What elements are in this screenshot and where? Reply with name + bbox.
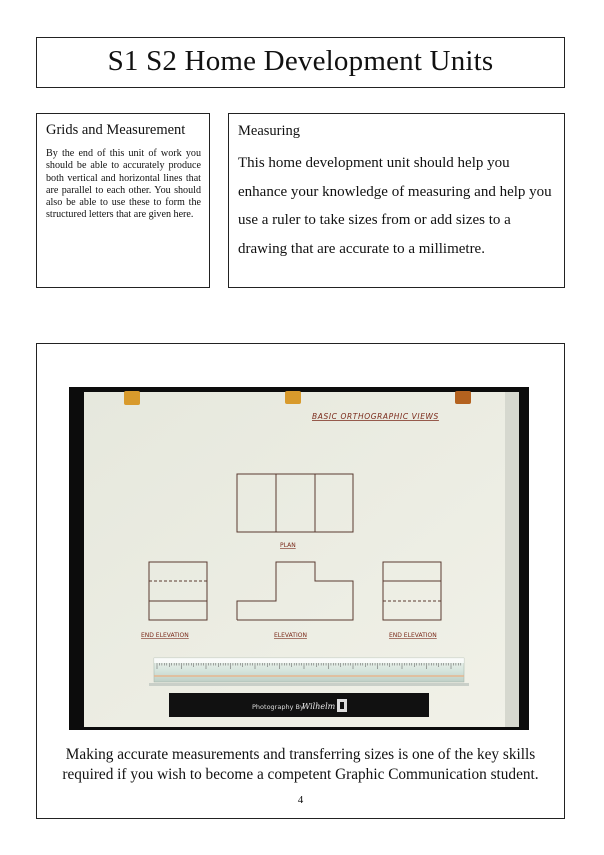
tape-left (124, 391, 140, 405)
label-elevation: ELEVATION (274, 632, 307, 639)
caption-line-1: Making accurate measurements and transferring sizes is one of the key skills (65, 746, 536, 763)
photo-illustration (69, 387, 529, 730)
photo-credit: Photography By (252, 703, 304, 711)
caption-line-2: required if you wish to become a competent Graphic Communication student. (62, 766, 539, 783)
page-title: S1 S2 Home Development Units (107, 45, 494, 77)
grids-box (36, 113, 210, 288)
drawing-board-photo (69, 387, 529, 730)
grids-heading: Grids and Measurement (46, 122, 186, 138)
tape-right (455, 391, 471, 404)
measuring-body: This home development unit should help you enhance your knowledge of measuring and help you use a ruler to take sizes from or add sizes to a drawing that are accurate to a millimetre. (238, 155, 552, 257)
drawing-title: BASIC ORTHOGRAPHIC VIEWS (312, 412, 439, 421)
label-end-elevation-left: END ELEVATION (141, 632, 189, 639)
title-box (36, 37, 565, 88)
measuring-box (228, 113, 565, 288)
page-number: 4 (297, 794, 304, 806)
label-plan: PLAN (280, 542, 296, 549)
main-figure-box (36, 343, 565, 819)
photo-credit-signature: Wilhelm (302, 702, 336, 711)
measuring-heading: Measuring (238, 123, 301, 139)
tape-middle (285, 391, 301, 404)
figure-caption (37, 745, 564, 785)
label-end-elevation-right: END ELEVATION (389, 632, 437, 639)
grids-body: By the end of this unit of work you should be able to accurately produce both vertical and horizontal lines that are parallel to each other. You should also be able to use these to form the structured letters that are given here. (46, 148, 201, 221)
